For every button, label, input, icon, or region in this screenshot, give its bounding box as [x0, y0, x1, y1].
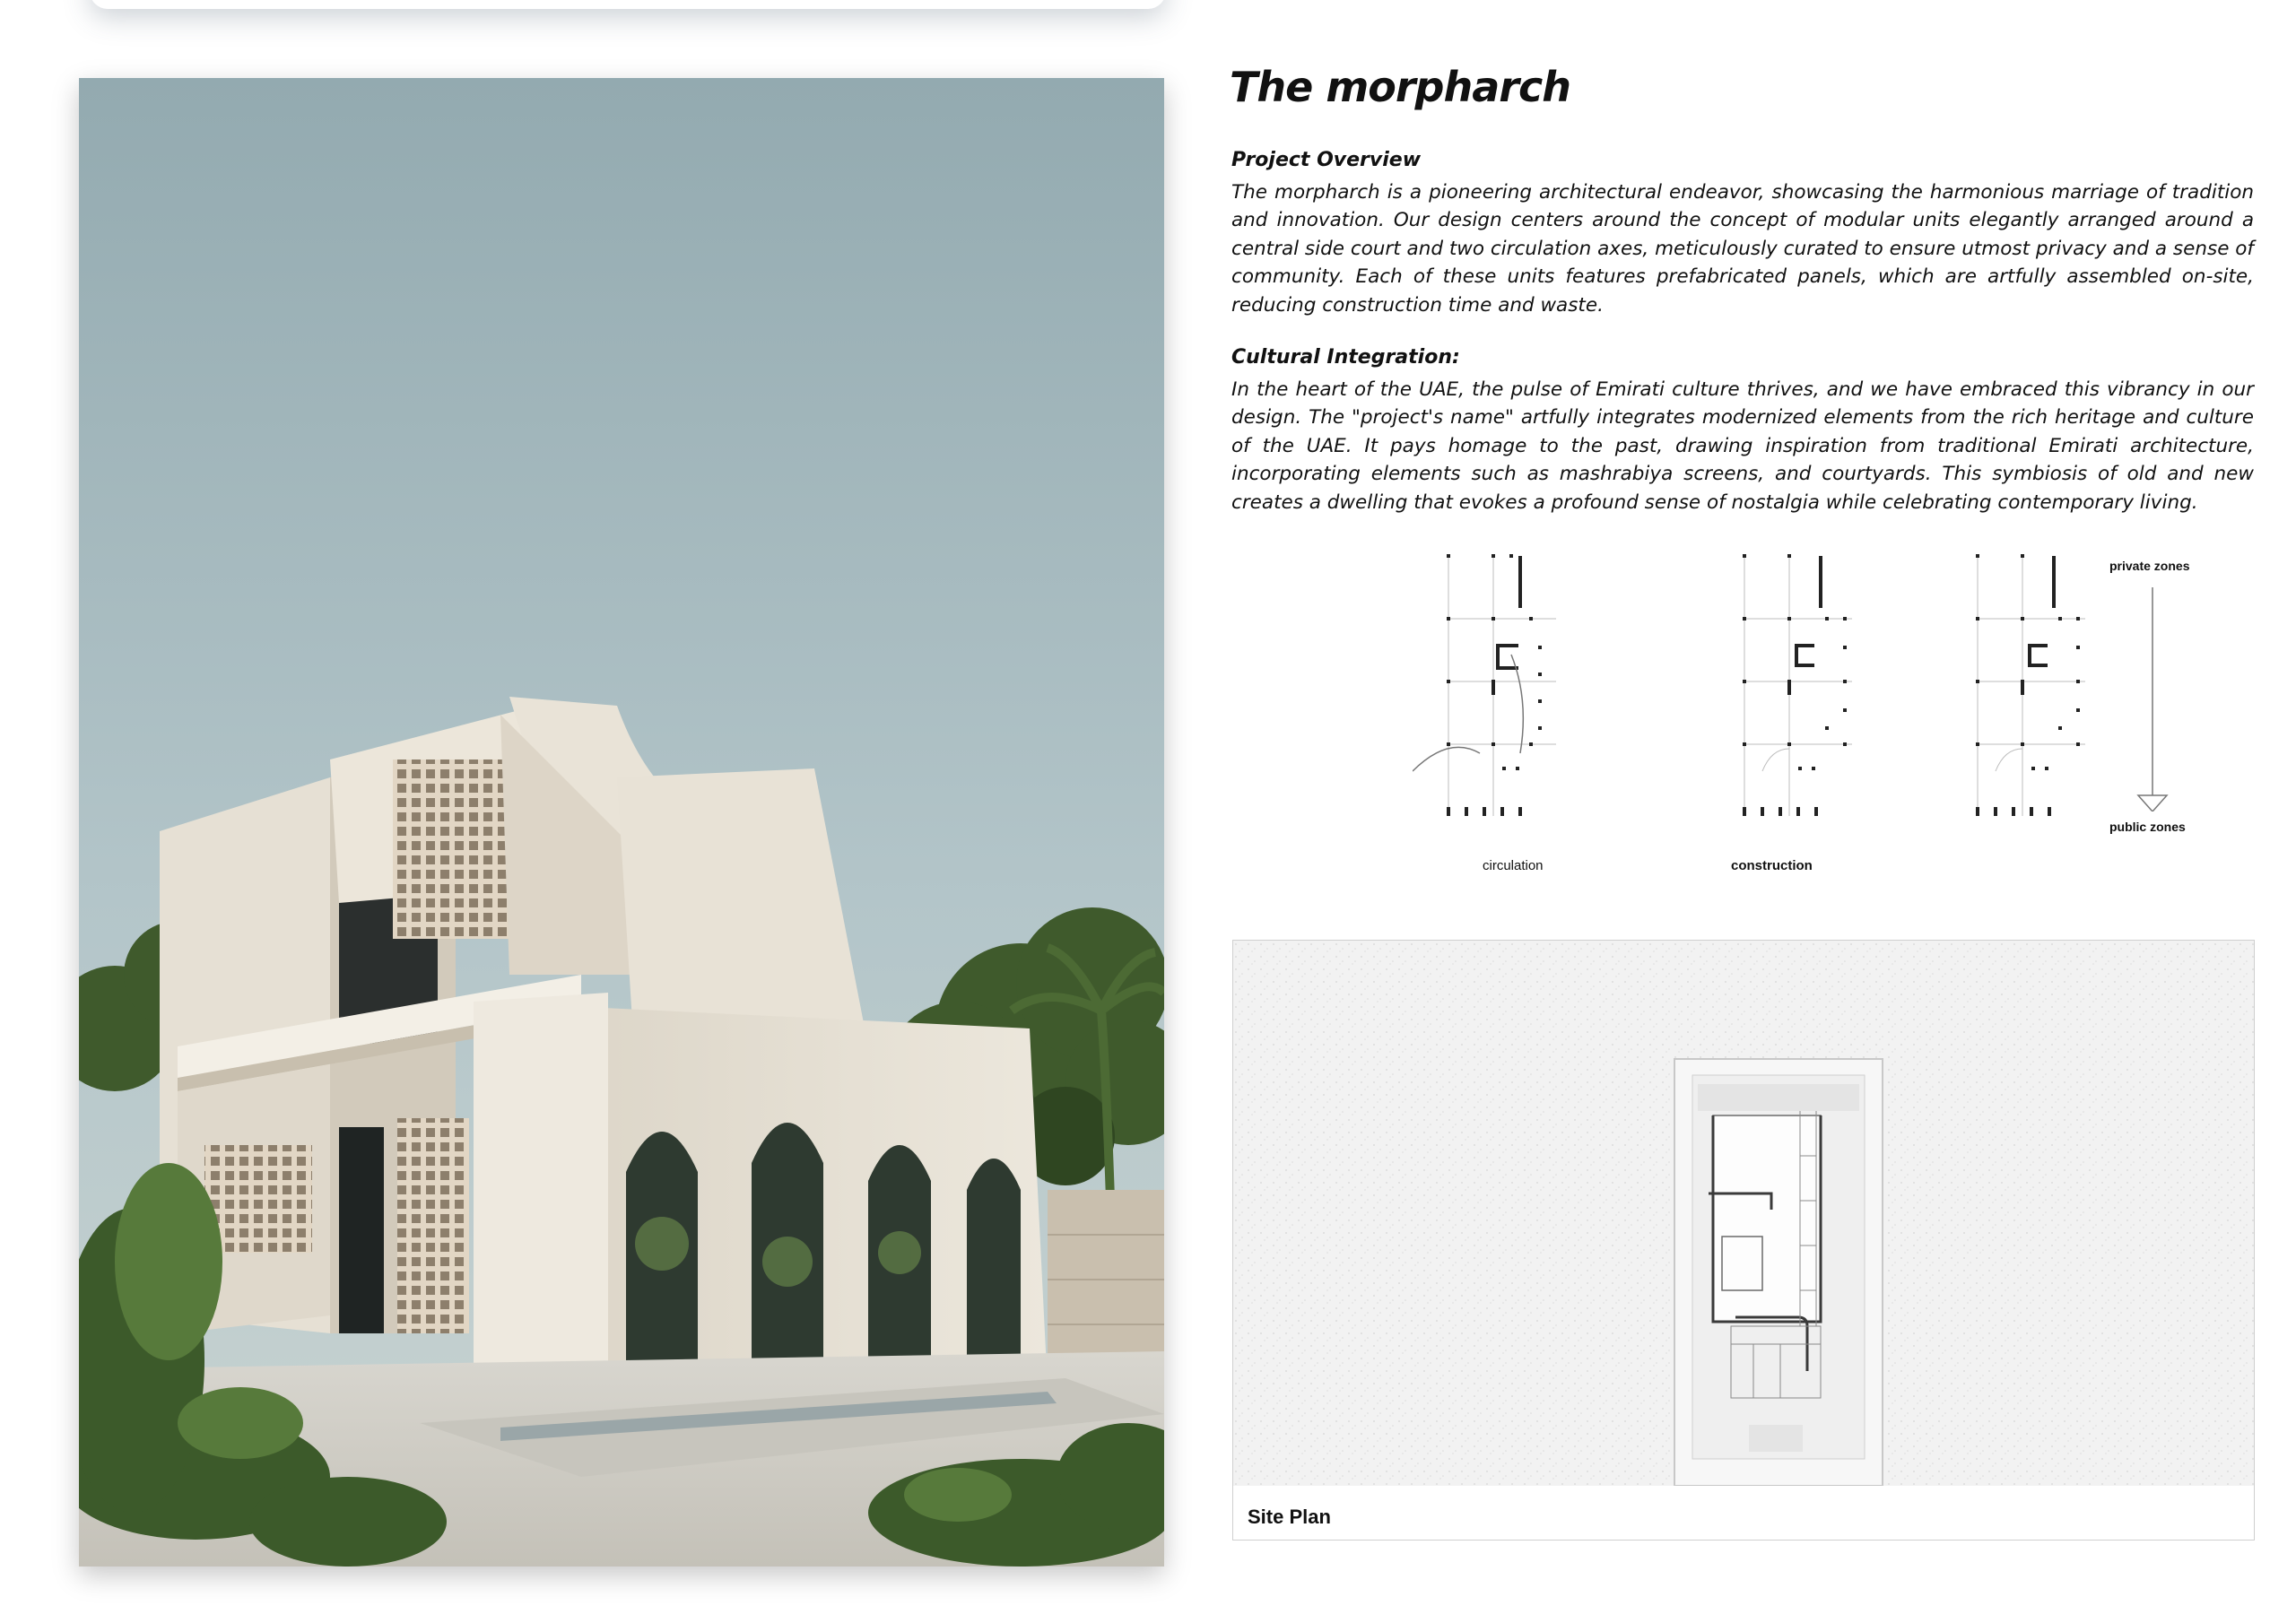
building-rendering [79, 78, 1164, 1567]
previous-panel-edge [90, 0, 1166, 9]
circulation-label: circulation [1483, 858, 1544, 873]
construction-diagram [1709, 547, 1879, 825]
cultural-heading: Cultural Integration: [1231, 346, 1460, 369]
site-plan-panel [1232, 940, 2255, 1541]
down-arrow-icon [2135, 587, 2170, 812]
site-plan-drawing [1233, 941, 2254, 1486]
construction-label: construction [1731, 858, 1813, 873]
site-plan-label: Site Plan [1248, 1506, 1331, 1528]
public-zones-label: public zones [2109, 820, 2186, 834]
project-title: The morpharch [1230, 63, 1570, 111]
overview-paragraph: The morpharch is a pioneering architectural endeavor, showcasing the harmonious marriage of tradition and innovation. Our design centers around the concept of modular units elegantly arranged around a central side court and two circulation axes, meticulously curated to ensure utmost privacy and a sense of community. Each of these units features prefabricated panels, which are artfully assembled on-site, reducing construction time and waste. [1231, 181, 2254, 317]
rendering-illustration [79, 78, 1164, 1567]
zoning-diagram [1969, 547, 2139, 825]
private-zones-label: private zones [2109, 559, 2190, 573]
cultural-paragraph: In the heart of the UAE, the pulse of Emirati culture thrives, and we have embraced this vibrancy in our design. The "project's name" artfully integrates modernized elements from the rich heritage and culture of the UAE. It pays homage to the past, drawing inspiration from traditional Emirati architecture, incorporating elements such as mashrabiya screens, and courtyards. This symbiosis of old and new creates a dwelling that evokes a profound sense of nostalgia while celebrating contemporary living. [1231, 378, 2254, 514]
circulation-diagram [1413, 547, 1583, 825]
overview-heading: Project Overview [1231, 149, 1422, 171]
